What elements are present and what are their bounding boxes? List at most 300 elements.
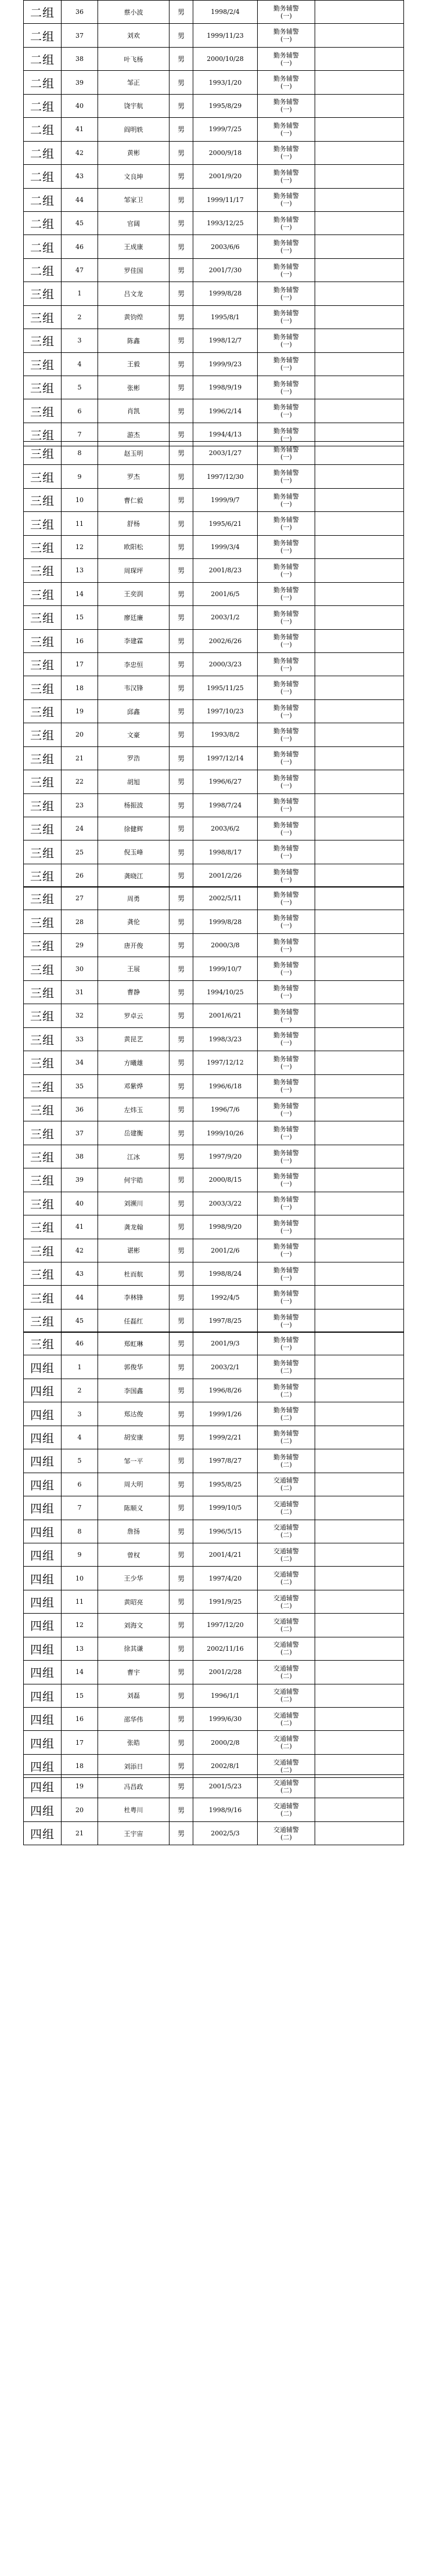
sex-cell: 男 bbox=[169, 770, 193, 793]
position-title: 勤务辅警 bbox=[273, 1453, 299, 1461]
table-row bbox=[24, 71, 404, 94]
position-grade: (二) bbox=[280, 1507, 292, 1516]
position-title: 勤务辅警 bbox=[273, 680, 299, 688]
blank-cell bbox=[315, 1731, 404, 1754]
number-cell: 46 bbox=[62, 235, 98, 258]
blank-cell bbox=[315, 1074, 404, 1098]
group-cell: 四组 bbox=[24, 1614, 62, 1637]
birthdate-cell: 2000/9/18 bbox=[193, 141, 258, 164]
number-cell: 17 bbox=[62, 652, 98, 676]
group-cell: 四组 bbox=[24, 1775, 62, 1798]
name-cell: 李忠恒 bbox=[98, 652, 169, 676]
group-cell: 三组 bbox=[24, 957, 62, 980]
blank-cell bbox=[315, 1798, 404, 1821]
group-cell: 四组 bbox=[24, 1496, 62, 1520]
position-title: 勤务辅警 bbox=[273, 1055, 299, 1063]
name-cell: 蔡小波 bbox=[98, 1, 169, 24]
position-cell bbox=[258, 1661, 315, 1684]
position-title: 勤务辅警 bbox=[273, 727, 299, 735]
position-grade: (一) bbox=[280, 500, 292, 508]
blank-cell bbox=[315, 282, 404, 305]
sex-cell: 男 bbox=[169, 1262, 193, 1286]
name-cell: 黄昆艺 bbox=[98, 1027, 169, 1051]
group-cell: 三组 bbox=[24, 512, 62, 535]
name-cell: 李林锋 bbox=[98, 1286, 169, 1309]
blank-cell bbox=[315, 1426, 404, 1449]
position-title: 勤务辅警 bbox=[273, 562, 299, 571]
blank-cell bbox=[315, 606, 404, 629]
number-cell: 44 bbox=[62, 188, 98, 211]
blank-cell bbox=[315, 188, 404, 211]
position-grade: (二) bbox=[280, 1742, 292, 1751]
position-cell bbox=[258, 1168, 315, 1192]
position-grade: (二) bbox=[280, 1367, 292, 1375]
sex-cell: 男 bbox=[169, 793, 193, 817]
number-cell: 47 bbox=[62, 258, 98, 282]
blank-cell bbox=[315, 1496, 404, 1520]
sex-cell: 男 bbox=[169, 887, 193, 910]
number-cell: 40 bbox=[62, 1192, 98, 1215]
name-cell: 官阔 bbox=[98, 211, 169, 234]
birthdate-cell: 1995/8/1 bbox=[193, 305, 258, 329]
group-cell: 四组 bbox=[24, 1684, 62, 1707]
group-cell: 三组 bbox=[24, 723, 62, 746]
group-cell: 四组 bbox=[24, 1708, 62, 1731]
position-grade: (一) bbox=[280, 781, 292, 789]
position-title: 勤务辅警 bbox=[273, 168, 299, 176]
position-grade: (二) bbox=[280, 1695, 292, 1704]
position-title: 勤务辅警 bbox=[273, 75, 299, 83]
group-cell: 三组 bbox=[24, 1004, 62, 1027]
group-cell: 四组 bbox=[24, 1402, 62, 1426]
number-cell: 18 bbox=[62, 676, 98, 699]
position-grade: (一) bbox=[280, 453, 292, 461]
birthdate-cell: 1993/1/20 bbox=[193, 71, 258, 94]
birthdate-cell: 1999/10/26 bbox=[193, 1121, 258, 1145]
table-row bbox=[24, 1684, 404, 1707]
table-row bbox=[24, 910, 404, 933]
name-cell: 王成康 bbox=[98, 235, 169, 258]
position-cell bbox=[258, 582, 315, 605]
position-title: 勤务辅警 bbox=[273, 1125, 299, 1134]
birthdate-cell: 1999/10/5 bbox=[193, 1496, 258, 1520]
position-cell bbox=[258, 352, 315, 376]
number-cell: 8 bbox=[62, 442, 98, 465]
birthdate-cell: 2000/3/23 bbox=[193, 652, 258, 676]
group-cell: 三组 bbox=[24, 1027, 62, 1051]
number-cell: 4 bbox=[62, 352, 98, 376]
position-cell bbox=[258, 329, 315, 352]
name-cell: 罗佳国 bbox=[98, 258, 169, 282]
position-cell bbox=[258, 817, 315, 840]
position-cell bbox=[258, 376, 315, 399]
name-cell: 王展 bbox=[98, 957, 169, 980]
group-cell: 三组 bbox=[24, 817, 62, 840]
name-cell: 张皓 bbox=[98, 1731, 169, 1754]
birthdate-cell: 1999/2/21 bbox=[193, 1426, 258, 1449]
position-cell bbox=[258, 47, 315, 70]
sex-cell: 男 bbox=[169, 1098, 193, 1121]
number-cell: 38 bbox=[62, 1145, 98, 1168]
position-title: 勤务辅警 bbox=[273, 333, 299, 341]
group-cell: 三组 bbox=[24, 910, 62, 933]
table-row bbox=[24, 1614, 404, 1637]
name-cell: 邹一平 bbox=[98, 1449, 169, 1473]
number-cell: 38 bbox=[62, 47, 98, 70]
birthdate-cell: 1999/3/4 bbox=[193, 535, 258, 558]
position-title: 勤务辅警 bbox=[273, 4, 299, 12]
position-title: 交通辅警 bbox=[273, 1711, 299, 1719]
name-cell: 龚晓江 bbox=[98, 864, 169, 887]
position-cell bbox=[258, 211, 315, 234]
position-grade: (一) bbox=[280, 688, 292, 696]
blank-cell bbox=[315, 165, 404, 188]
position-cell bbox=[258, 1098, 315, 1121]
sex-cell: 男 bbox=[169, 1684, 193, 1707]
group-cell: 三组 bbox=[24, 305, 62, 329]
birthdate-cell: 1993/8/2 bbox=[193, 723, 258, 746]
name-cell: 饶宇航 bbox=[98, 94, 169, 117]
position-grade: (一) bbox=[280, 1156, 292, 1164]
group-cell: 三组 bbox=[24, 606, 62, 629]
position-grade: (一) bbox=[280, 270, 292, 278]
position-title: 交通辅警 bbox=[273, 1524, 299, 1532]
birthdate-cell: 1994/4/13 bbox=[193, 423, 258, 446]
blank-cell bbox=[315, 399, 404, 423]
number-cell: 22 bbox=[62, 770, 98, 793]
name-cell: 邹正 bbox=[98, 71, 169, 94]
number-cell: 13 bbox=[62, 559, 98, 582]
name-cell: 徐健辉 bbox=[98, 817, 169, 840]
table-row bbox=[24, 1098, 404, 1121]
position-cell bbox=[258, 1684, 315, 1707]
name-cell: 倪玉峰 bbox=[98, 840, 169, 864]
sex-cell: 男 bbox=[169, 329, 193, 352]
position-cell bbox=[258, 1192, 315, 1215]
number-cell: 42 bbox=[62, 141, 98, 164]
birthdate-cell: 1999/7/25 bbox=[193, 118, 258, 141]
position-title: 交通辅警 bbox=[273, 1735, 299, 1743]
name-cell: 何宇皓 bbox=[98, 1168, 169, 1192]
number-cell: 33 bbox=[62, 1027, 98, 1051]
table-row bbox=[24, 887, 404, 910]
position-cell bbox=[258, 864, 315, 887]
number-cell: 26 bbox=[62, 864, 98, 887]
number-cell: 41 bbox=[62, 1215, 98, 1239]
group-cell: 三组 bbox=[24, 864, 62, 887]
blank-cell bbox=[315, 211, 404, 234]
number-cell: 3 bbox=[62, 1402, 98, 1426]
roster-page-3 bbox=[23, 886, 399, 1333]
roster-page-1 bbox=[23, 0, 399, 446]
position-cell bbox=[258, 1708, 315, 1731]
blank-cell bbox=[315, 141, 404, 164]
blank-cell bbox=[315, 1027, 404, 1051]
position-cell bbox=[258, 1402, 315, 1426]
position-grade: (二) bbox=[280, 1719, 292, 1727]
name-cell: 岳建衡 bbox=[98, 1121, 169, 1145]
position-grade: (一) bbox=[280, 1203, 292, 1211]
position-title: 勤务辅警 bbox=[273, 821, 299, 829]
name-cell: 肖凯 bbox=[98, 399, 169, 423]
number-cell: 15 bbox=[62, 606, 98, 629]
position-grade: (一) bbox=[280, 477, 292, 485]
group-cell: 二组 bbox=[24, 258, 62, 282]
birthdate-cell: 1997/12/14 bbox=[193, 746, 258, 770]
number-cell: 37 bbox=[62, 24, 98, 47]
name-cell: 郑虹琳 bbox=[98, 1332, 169, 1355]
name-cell: 赵玉明 bbox=[98, 442, 169, 465]
position-title: 交通辅警 bbox=[273, 1547, 299, 1555]
number-cell: 39 bbox=[62, 1168, 98, 1192]
group-cell: 三组 bbox=[24, 699, 62, 723]
position-title: 交通辅警 bbox=[273, 1825, 299, 1834]
position-cell bbox=[258, 1286, 315, 1309]
birthdate-cell: 2001/9/20 bbox=[193, 165, 258, 188]
birthdate-cell: 1998/7/24 bbox=[193, 793, 258, 817]
table-row bbox=[24, 305, 404, 329]
blank-cell bbox=[315, 1168, 404, 1192]
birthdate-cell: 2001/2/26 bbox=[193, 864, 258, 887]
blank-cell bbox=[315, 352, 404, 376]
position-title: 勤务辅警 bbox=[273, 469, 299, 477]
sex-cell: 男 bbox=[169, 305, 193, 329]
name-cell: 吕文龙 bbox=[98, 282, 169, 305]
position-title: 勤务辅警 bbox=[273, 961, 299, 969]
blank-cell bbox=[315, 1775, 404, 1798]
group-cell: 三组 bbox=[24, 282, 62, 305]
position-cell bbox=[258, 1775, 315, 1798]
position-title: 勤务辅警 bbox=[273, 1031, 299, 1040]
position-cell bbox=[258, 793, 315, 817]
blank-cell bbox=[315, 1520, 404, 1543]
position-title: 勤务辅警 bbox=[273, 28, 299, 36]
roster-page-2 bbox=[23, 441, 399, 887]
blank-cell bbox=[315, 1661, 404, 1684]
number-cell: 16 bbox=[62, 1708, 98, 1731]
number-cell: 42 bbox=[62, 1239, 98, 1262]
table-row bbox=[24, 165, 404, 188]
position-grade: (二) bbox=[280, 1578, 292, 1586]
position-grade: (一) bbox=[280, 617, 292, 625]
sex-cell: 男 bbox=[169, 957, 193, 980]
group-cell: 三组 bbox=[24, 1239, 62, 1262]
table-row bbox=[24, 1004, 404, 1027]
number-cell: 4 bbox=[62, 1426, 98, 1449]
birthdate-cell: 1999/10/7 bbox=[193, 957, 258, 980]
table-row bbox=[24, 933, 404, 957]
sex-cell: 男 bbox=[169, 980, 193, 1004]
number-cell: 21 bbox=[62, 1821, 98, 1845]
name-cell: 龚伦 bbox=[98, 910, 169, 933]
sex-cell: 男 bbox=[169, 1215, 193, 1239]
group-cell: 三组 bbox=[24, 840, 62, 864]
birthdate-cell: 1996/1/1 bbox=[193, 1684, 258, 1707]
table-row bbox=[24, 1286, 404, 1309]
position-title: 交通辅警 bbox=[273, 1571, 299, 1579]
table-row bbox=[24, 1027, 404, 1051]
table-row bbox=[24, 442, 404, 465]
position-cell bbox=[258, 1355, 315, 1379]
birthdate-cell: 1993/12/25 bbox=[193, 211, 258, 234]
birthdate-cell: 1999/8/28 bbox=[193, 282, 258, 305]
position-cell bbox=[258, 746, 315, 770]
table-row bbox=[24, 1496, 404, 1520]
number-cell: 43 bbox=[62, 165, 98, 188]
position-grade: (二) bbox=[280, 1414, 292, 1422]
sex-cell: 男 bbox=[169, 1, 193, 24]
number-cell: 6 bbox=[62, 399, 98, 423]
position-title: 勤务辅警 bbox=[273, 586, 299, 594]
name-cell: 左炜玉 bbox=[98, 1098, 169, 1121]
position-title: 勤务辅警 bbox=[273, 1172, 299, 1180]
blank-cell bbox=[315, 47, 404, 70]
table-row bbox=[24, 1402, 404, 1426]
position-grade: (一) bbox=[280, 434, 292, 442]
sex-cell: 男 bbox=[169, 1543, 193, 1566]
table-row bbox=[24, 606, 404, 629]
name-cell: 邵华伟 bbox=[98, 1708, 169, 1731]
group-cell: 四组 bbox=[24, 1731, 62, 1754]
name-cell: 廖廷廉 bbox=[98, 606, 169, 629]
sex-cell: 男 bbox=[169, 910, 193, 933]
number-cell: 9 bbox=[62, 465, 98, 488]
position-cell bbox=[258, 1262, 315, 1286]
name-cell: 文豪 bbox=[98, 723, 169, 746]
position-title: 交通辅警 bbox=[273, 1802, 299, 1810]
name-cell: 曹宇 bbox=[98, 1661, 169, 1684]
table-row bbox=[24, 1262, 404, 1286]
blank-cell bbox=[315, 559, 404, 582]
sex-cell: 男 bbox=[169, 1821, 193, 1845]
table-row bbox=[24, 1426, 404, 1449]
birthdate-cell: 1997/10/23 bbox=[193, 699, 258, 723]
name-cell: 唐开俊 bbox=[98, 933, 169, 957]
group-cell: 三组 bbox=[24, 980, 62, 1004]
sex-cell: 男 bbox=[169, 1708, 193, 1731]
table-row bbox=[24, 840, 404, 864]
position-cell bbox=[258, 488, 315, 511]
position-title: 勤务辅警 bbox=[273, 703, 299, 712]
roster-table bbox=[23, 441, 404, 887]
position-grade: (一) bbox=[280, 411, 292, 419]
name-cell: 方曦雄 bbox=[98, 1051, 169, 1074]
sex-cell: 男 bbox=[169, 165, 193, 188]
roster-table bbox=[23, 1774, 404, 1845]
position-cell bbox=[258, 535, 315, 558]
number-cell: 39 bbox=[62, 71, 98, 94]
number-cell: 7 bbox=[62, 1496, 98, 1520]
position-grade: (一) bbox=[280, 1297, 292, 1305]
position-title: 交通辅警 bbox=[273, 1641, 299, 1649]
blank-cell bbox=[315, 723, 404, 746]
position-title: 勤务辅警 bbox=[273, 774, 299, 782]
birthdate-cell: 1996/2/14 bbox=[193, 399, 258, 423]
name-cell: 刘磊 bbox=[98, 1684, 169, 1707]
table-row bbox=[24, 817, 404, 840]
position-grade: (一) bbox=[280, 828, 292, 836]
position-cell bbox=[258, 1027, 315, 1051]
number-cell: 25 bbox=[62, 840, 98, 864]
sex-cell: 男 bbox=[169, 399, 193, 423]
position-title: 交通辅警 bbox=[273, 1477, 299, 1485]
position-cell bbox=[258, 1520, 315, 1543]
birthdate-cell: 1998/2/4 bbox=[193, 1, 258, 24]
position-cell bbox=[258, 1496, 315, 1520]
position-cell bbox=[258, 258, 315, 282]
blank-cell bbox=[315, 1192, 404, 1215]
blank-cell bbox=[315, 1, 404, 24]
name-cell: 黄钧煌 bbox=[98, 305, 169, 329]
position-grade: (一) bbox=[280, 1086, 292, 1094]
position-title: 勤务辅警 bbox=[273, 1149, 299, 1157]
group-cell: 三组 bbox=[24, 1051, 62, 1074]
position-grade: (一) bbox=[280, 898, 292, 906]
position-grade: (一) bbox=[280, 1250, 292, 1258]
table-row bbox=[24, 282, 404, 305]
blank-cell bbox=[315, 933, 404, 957]
position-cell bbox=[258, 1798, 315, 1821]
blank-cell bbox=[315, 840, 404, 864]
position-cell bbox=[258, 1567, 315, 1590]
name-cell: 陈顺义 bbox=[98, 1496, 169, 1520]
roster-table bbox=[23, 1332, 404, 1778]
position-grade: (一) bbox=[280, 317, 292, 325]
birthdate-cell: 1996/5/15 bbox=[193, 1520, 258, 1543]
birthdate-cell: 1997/9/20 bbox=[193, 1145, 258, 1168]
position-grade: (二) bbox=[280, 1484, 292, 1492]
table-row bbox=[24, 512, 404, 535]
group-cell: 三组 bbox=[24, 559, 62, 582]
position-cell bbox=[258, 1332, 315, 1355]
sex-cell: 男 bbox=[169, 1379, 193, 1402]
position-grade: (一) bbox=[280, 945, 292, 953]
sex-cell: 男 bbox=[169, 1145, 193, 1168]
table-row bbox=[24, 1168, 404, 1192]
table-row bbox=[24, 723, 404, 746]
sex-cell: 男 bbox=[169, 864, 193, 887]
position-title: 勤务辅警 bbox=[273, 845, 299, 853]
position-grade: (一) bbox=[280, 570, 292, 578]
group-cell: 四组 bbox=[24, 1590, 62, 1613]
position-cell bbox=[258, 1426, 315, 1449]
sex-cell: 男 bbox=[169, 47, 193, 70]
number-cell: 12 bbox=[62, 535, 98, 558]
birthdate-cell: 1999/9/23 bbox=[193, 352, 258, 376]
sex-cell: 男 bbox=[169, 652, 193, 676]
sex-cell: 男 bbox=[169, 1239, 193, 1262]
position-grade: (二) bbox=[280, 1601, 292, 1610]
blank-cell bbox=[315, 1684, 404, 1707]
position-title: 交通辅警 bbox=[273, 1594, 299, 1602]
group-cell: 三组 bbox=[24, 442, 62, 465]
birthdate-cell: 1999/8/28 bbox=[193, 910, 258, 933]
position-title: 勤务辅警 bbox=[273, 937, 299, 946]
table-row bbox=[24, 1239, 404, 1262]
position-grade: (一) bbox=[280, 852, 292, 860]
position-cell bbox=[258, 1, 315, 24]
number-cell: 19 bbox=[62, 1775, 98, 1798]
position-cell bbox=[258, 118, 315, 141]
sex-cell: 男 bbox=[169, 282, 193, 305]
sex-cell: 男 bbox=[169, 1661, 193, 1684]
number-cell: 1 bbox=[62, 282, 98, 305]
group-cell: 四组 bbox=[24, 1449, 62, 1473]
position-title: 勤务辅警 bbox=[273, 1219, 299, 1227]
group-cell: 三组 bbox=[24, 1074, 62, 1098]
birthdate-cell: 2002/5/3 bbox=[193, 1821, 258, 1845]
sex-cell: 男 bbox=[169, 817, 193, 840]
